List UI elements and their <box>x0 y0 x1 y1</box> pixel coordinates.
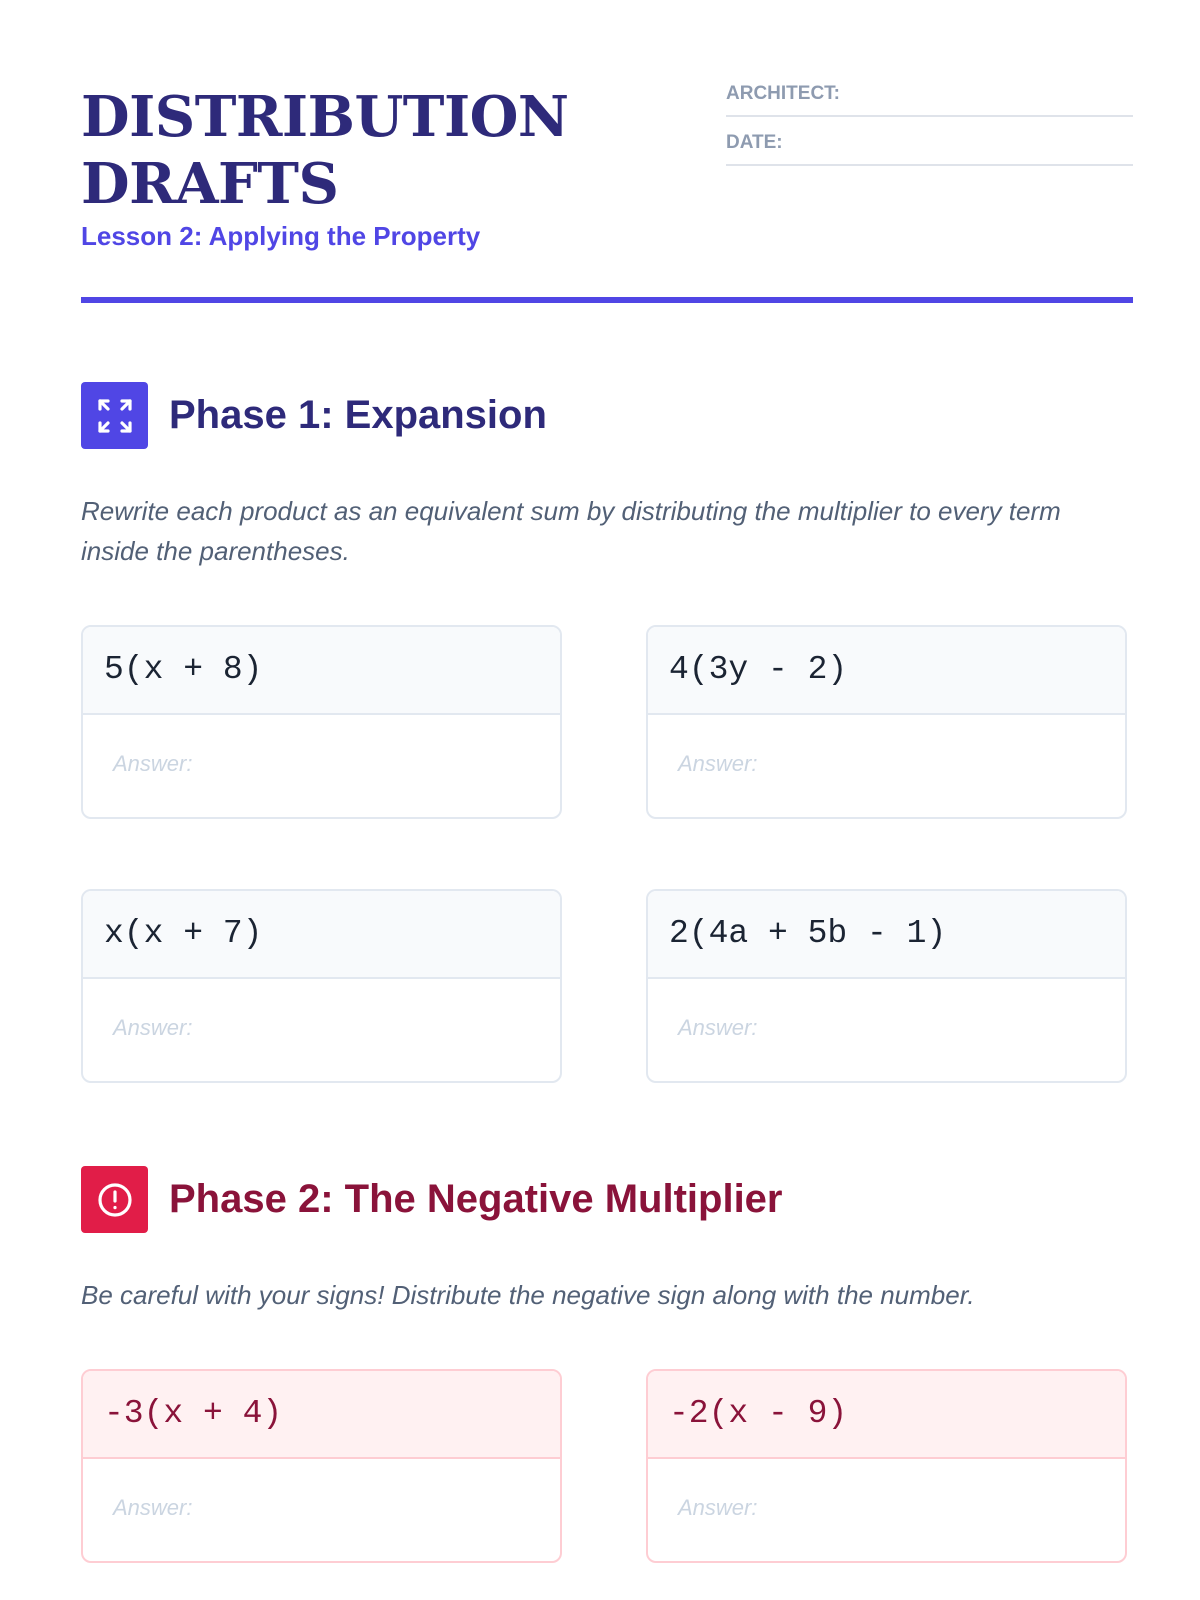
answer-field[interactable]: Answer: <box>678 1015 758 1040</box>
negative-problem-card <box>646 1369 1127 1563</box>
problem-expression: -2(x - 9) <box>648 1371 1125 1459</box>
architect-field[interactable] <box>726 80 1133 117</box>
answer-field[interactable]: Answer: <box>113 751 193 776</box>
date-field[interactable] <box>726 129 1133 166</box>
architect-label: ARCHITECT: <box>726 83 840 104</box>
phase-1-header <box>81 382 547 449</box>
answer-field[interactable]: Answer: <box>113 1495 193 1520</box>
problem-card <box>81 625 562 819</box>
phase-1-instructions: Rewrite each product as an equivalent sum by distributing the multiplier to every term inside the parentheses. <box>81 496 1061 566</box>
problem-card <box>81 889 562 1083</box>
header-divider <box>81 297 1133 303</box>
phase-1-title: Phase 1: Expansion <box>169 393 547 437</box>
meta-fields <box>726 80 1133 178</box>
problem-card <box>646 625 1127 819</box>
alert-icon <box>81 1166 148 1233</box>
problem-expression: x(x + 7) <box>83 891 560 979</box>
title-line-1: DISTRIBUTION <box>81 84 569 150</box>
date-label: DATE: <box>726 132 783 153</box>
expand-icon <box>81 382 148 449</box>
answer-field[interactable]: Answer: <box>678 751 758 776</box>
worksheet-title <box>81 84 569 218</box>
problem-card <box>646 889 1127 1083</box>
problem-expression: 5(x + 8) <box>83 627 560 715</box>
phase-2-instructions: Be careful with your signs! Distribute the negative sign along with the number. <box>81 1280 975 1310</box>
title-line-2: DRAFTS <box>81 151 339 217</box>
answer-field[interactable]: Answer: <box>113 1015 193 1040</box>
phase-2-header <box>81 1166 783 1233</box>
problem-expression: -3(x + 4) <box>83 1371 560 1459</box>
lesson-subtitle: Lesson 2: Applying the Property <box>81 221 481 251</box>
problem-expression: 4(3y - 2) <box>648 627 1125 715</box>
answer-field[interactable]: Answer: <box>678 1495 758 1520</box>
worksheet-page <box>81 0 1133 1600</box>
problem-expression: 2(4a + 5b - 1) <box>648 891 1125 979</box>
negative-problem-card <box>81 1369 562 1563</box>
phase-2-title: Phase 2: The Negative Multiplier <box>169 1177 783 1221</box>
